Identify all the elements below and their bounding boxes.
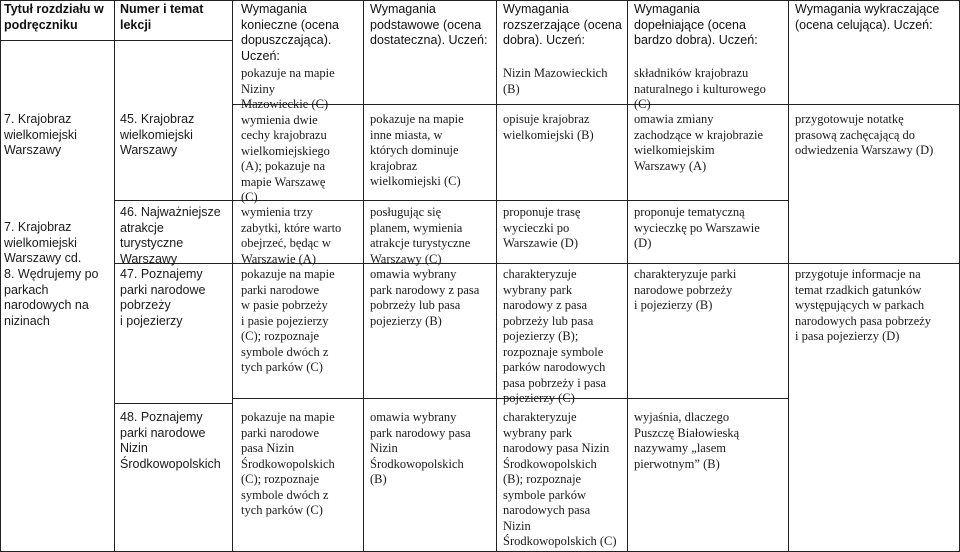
row3-beyond: przygotuje informacje na temat rzadkich gatunków występujących w parkach narodowych pasa pobrzeży i pasa pojezierzy (D) (795, 267, 932, 343)
row2-lesson: 46. Najważniejsze atrakcje turystyczne Warszawy (120, 205, 221, 266)
header-requirements-necessary: Wymagania konieczne (ocena dopuszczająca). Uczeń: (241, 2, 339, 63)
row1-chapter: 7. Krajobraz wielkomiejski Warszawy (4, 112, 77, 157)
header-requirements-basic: Wymagania podstawowe (ocena dostateczna). Uczeń: (370, 2, 488, 47)
row4-complementary: wyjaśnia, dlaczego Puszczę Białowieską nazywamy „lasem pierwotnym” (B) (634, 410, 740, 471)
header-chapter-title: Tytuł rozdziału w podręczniku (4, 2, 104, 32)
row4-necessary: pokazuje na mapie parki narodowe pasa Nizin Środkowopolskich (C); rozpoznaje symbole dwóch z tych parków (C) (241, 410, 335, 517)
row-divider (114, 403, 232, 404)
row1-lesson: 45. Krajobraz wielkomiejski Warszawy (120, 112, 195, 157)
table-border-left (0, 0, 1, 552)
row1-extended: opisuje krajobraz wielkomiejski (B) (503, 112, 594, 142)
header-lesson-number: Numer i temat lekcji (120, 2, 204, 32)
row3-chapter: 8. Wędrujemy po parkach narodowych na nizinach (4, 267, 99, 328)
row3-extended: charakteryzuje wybrany park narodowy z pasa pobrzeży lub pasa pojezierzy (B); rozpoznaje symbole parków narodowych pasa pobrzeży i pasa pojezierzy (C) (503, 267, 607, 405)
header-requirements-extended: Wymagania rozszerzające (ocena dobra). Uczeń: (503, 2, 622, 47)
column-divider (363, 0, 364, 552)
column-divider (232, 0, 233, 552)
header-requirements-complementary: Wymagania dopełniające (ocena bardzo dobra). Uczeń: (634, 2, 758, 47)
row1-beyond: przygotowuje notatkę prasową zachęcającą do odwiedzenia Warszawy (D) (795, 112, 934, 157)
row3-basic: omawia wybrany park narodowy z pasa pobrzeży lub pasa pojezierzy (B) (370, 267, 480, 328)
row1-extended-continued: Nizin Mazowieckich (B) (503, 66, 608, 96)
row4-lesson: 48. Poznajemy parki narodowe Nizin Środkowopolskich (120, 410, 221, 471)
row3-complementary: charakteryzuje parki narodowe pobrzeży i pojezierzy (B) (634, 267, 737, 312)
row2-extended: proponuje trasę wycieczki po Warszawie (D) (503, 205, 581, 250)
column-divider (114, 0, 115, 552)
row2-necessary: wymienia trzy zabytki, które warto obejrzeć, będąc w Warszawie (A) (241, 205, 342, 266)
row1-complementary-continued: składników krajobrazu naturalnego i kulturowego (C) (634, 66, 766, 111)
row3-lesson: 47. Poznajemy parki narodowe pobrzeży i pojezierzy (120, 267, 206, 328)
row4-basic: omawia wybrany park narodowy pasa Nizin Środkowopolskich (B) (370, 410, 471, 486)
column-divider (627, 0, 628, 552)
row4-extended: charakteryzuje wybrany park narodowy pasa Nizin Środkowopolskich (B); rozpoznaje symbole parków narodowych pasa Nizin Środkowopolskich (C) (503, 410, 617, 548)
row1-necessary: pokazuje na mapie Niziny Mazowieckie (C) wymienia dwie cechy krajobrazu wielkomiejskiego (A); pokazuje na mapie Warszawę (C) (241, 66, 335, 204)
row1-basic: pokazuje na mapie inne miasta, w których dominuje krajobraz wielkomiejski (C) (370, 112, 464, 188)
table-border-top (0, 0, 960, 1)
row2-complementary: proponuje tematyczną wycieczkę po Warszawie (D) (634, 205, 760, 250)
row2-chapter: 7. Krajobraz wielkomiejski Warszawy cd. (4, 220, 82, 265)
row-divider (114, 200, 232, 201)
row1-complementary: omawia zmiany zachodzące w krajobrazie wielkomiejskim Warszawy (A) (634, 112, 764, 173)
column-divider (788, 0, 789, 552)
header-divider (0, 40, 232, 41)
row3-necessary: pokazuje na mapie parki narodowe w pasie pobrzeży i pasie pojezierzy (C); rozpoznaje symbole dwóch z tych parków (C) (241, 267, 335, 374)
column-divider (496, 0, 497, 552)
row2-basic: posługując się planem, wymienia atrakcje turystyczne Warszawy (C) (370, 205, 471, 266)
header-requirements-beyond: Wymagania wykraczające (ocena celująca). Uczeń: (795, 2, 940, 32)
